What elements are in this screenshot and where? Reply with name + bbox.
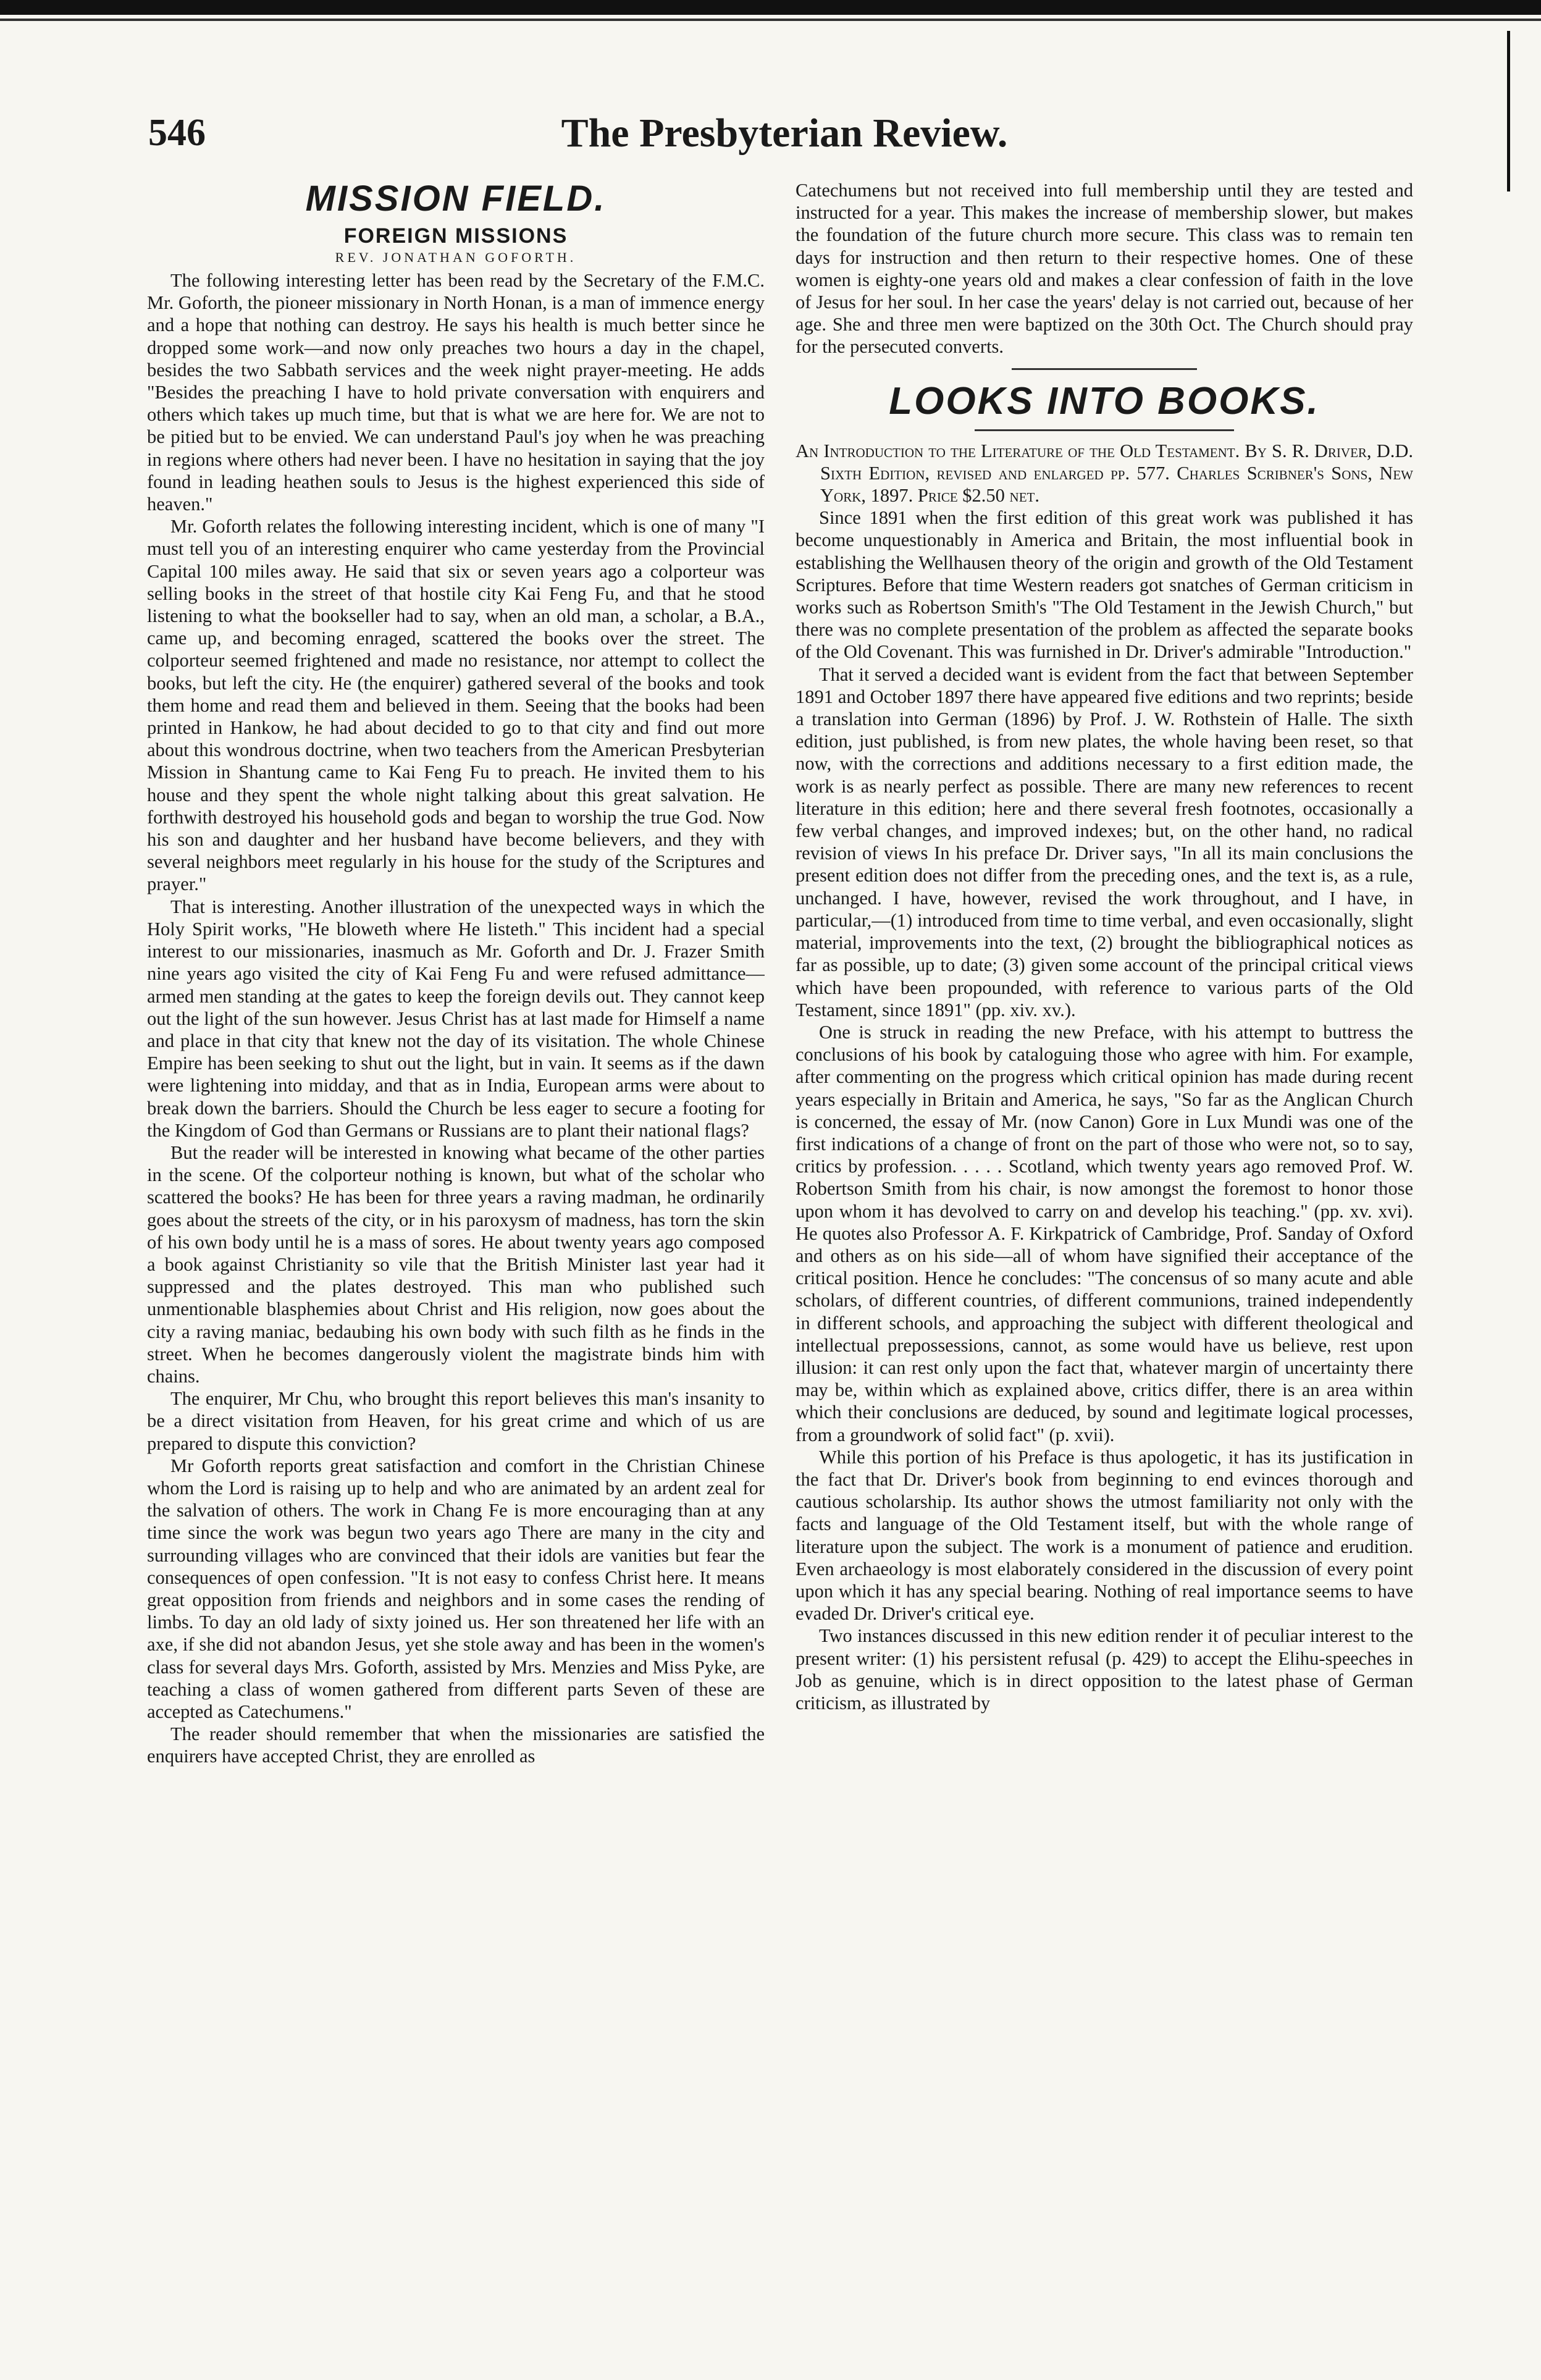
section-title-looks-into-books: LOOKS INTO BOOKS. bbox=[889, 379, 1320, 423]
section-divider bbox=[1012, 368, 1197, 370]
paragraph: Mr Goforth reports great satisfaction and comfort in the Christian Chinese whom the Lord is raising up to help and who are animated by an ardent zeal for the salvation of others. The work in Chang Fe is more encouraging than at any time since the work was begun two years ago There are many in the city and surrounding villages who are convinced that their idols are vanities but fear the consequences of open confession. "It is not easy to confess Christ here. It means great opposition from friends and neighbors and in some cases the rending of limbs. To day an old lady of sixty joined us. Her son threatened her life with an axe, if she did not abandon Jesus, yet she stole away and has been in the women's class for several days Mrs. Goforth, assisted by Mrs. Menzies and Miss Pyke, are teaching a class of women gathered from different parts Seven of these are accepted as Catechumens." bbox=[147, 1455, 765, 1722]
paragraph: The reader should remember that when the missionaries are satisfied the enquirers have accepted Christ, they are enrolled as bbox=[147, 1723, 765, 1767]
paragraph: That is interesting. Another illustration of the unexpected ways in which the Holy Spirit works, "He bloweth where He listeth." This incident had a special interest to our missionaries, inasmuch as Mr. Goforth and Dr. J. Frazer Smith nine years ago visited the city of Kai Feng Fu and were refused admittance—armed men standing at the gates to keep the foreign devils out. They cannot keep out the light of the sun however. Jesus Christ has at last made for Himself a name and place in that city that knew not the day of its visitation. The whole Chinese Empire has been seeking to shut out the light, but in vain. It seems as if the dawn were lightening into midday, and that as in India, European arms were about to break down the barriers. Should the Church be less eager to secure a footing for the Kingdom of God than Germans or Russians are to plant their national flags? bbox=[147, 896, 765, 1141]
paragraph: That it served a decided want is evident from the fact that between September 1891 and October 1897 there have appeared five editions and two reprints; beside a translation into German (1896) by Prof. J. W. Rothstein of Halle. The sixth edition, just published, is from new plates, the whole having been reset, so that now, with the corrections and additions necessary to a first edition made, the work is as nearly perfect as possible. There are many new references to recent literature in this edition; here and there several fresh footnotes, occasionally a few verbal changes, and improved indexes; but, on the other hand, no radical revision of views In his preface Dr. Driver says, "In all its main conclusions the present edition does not differ from the preceding ones, and the text is, as a rule, unchanged. I have, however, revised the work throughout, and I have, in particular,—(1) introduced from time to time verbal, and even occasionally, slight material, improvements into the text, (2) brought the bibliographical notices as far as possible, up to date; (3) given some account of the principal critical views which have been propounded, with reference to various parts of the Old Testament, since 1891" (pp. xiv. xv.). bbox=[796, 663, 1413, 1020]
right-column bbox=[796, 179, 1413, 2304]
journal-title: The Presbyterian Review. bbox=[561, 111, 1008, 156]
paragraph: Two instances discussed in this new edition render it of peculiar interest to the present writer: (1) his persistent refusal (p. 429) to accept the Elihu-speeches in Job as genuine, which is in direct opposition to the latest phase of German criticism, as illustrated by bbox=[796, 1625, 1413, 1714]
paragraph: The enquirer, Mr Chu, who brought this report believes this man's insanity to be a direct visitation from Heaven, for his great crime and which of us are prepared to dispute this conviction? bbox=[147, 1388, 765, 1454]
byline: REV. JONATHAN GOFORTH. bbox=[335, 250, 577, 265]
paragraph: One is struck in reading the new Preface, with his attempt to buttress the conclusions of his book by cataloguing those who agree with him. For example, after commenting on the progress which critical opinion has made during recent years especially in Britain and America, he says, "So far as the Anglican Church is concerned, the essay of Mr. (now Canon) Gore in Lux Mundi was one of the first indications of a change of front on the part of those who were not, so to say, critics by profession. . . . . Scotland, which twenty years ago removed Prof. W. Robertson Smith from his chair, is now amongst the foremost to honor those upon whom it has devolved to carry on and develop his teaching." (pp. xv. xvi). He quotes also Professor A. F. Kirkpatrick of Cambridge, Prof. Sanday of Oxford and others as on his side—all of whom have signified their acceptance of the critical position. Hence he concludes: "The concensus of so many acute and able scholars, of different countries, of different communions, trained independently in different schools, and approaching the subject with different theological and intellectual prepossessions, cannot, as some would have us believe, rest upon illusion: it can rest only upon the fact that, whatever margin of uncertainty there may be, within which as explained above, critics differ, there is an area within which their conclusions are deduced, by sound and legitimate logical processes, from a groundwork of solid fact" (p. xvii). bbox=[796, 1021, 1413, 1445]
top-rule bbox=[0, 0, 1541, 15]
top-rule-thin bbox=[0, 19, 1541, 21]
section-title-mission-field: MISSION FIELD. bbox=[305, 179, 607, 219]
book-heading: An Introduction to the Literature of the Old Testament. By S. R. Driver, D.D. Sixth Edition, revised and enlarged pp. 577. Charles Scribner's Sons, New York, 1897. Price $2.50 net. bbox=[796, 440, 1413, 507]
paragraph: Since 1891 when the first edition of this great work was published it has become unquestionably in America and Britain, the most influential book in establishing the Wellhausen theory of the origin and growth of the Old Testament Scriptures. Before that time Western readers got snatches of German criticism in works such as Robertson Smith's "The Old Testament in the Jewish Church," but there was no complete presentation of the problem as affected the separate books of the Old Covenant. This was furnished in Dr. Driver's admirable "Introduction." bbox=[796, 507, 1413, 663]
subsection-title-foreign-missions: FOREIGN MISSIONS bbox=[343, 224, 568, 248]
paragraph: But the reader will be interested in knowing what became of the other parties in the scene. Of the colporteur nothing is known, but what of the scholar who scattered the books? He has been for three years a raving madman, he ordinarily goes about the streets of the city, or in his paroxysm of madness, has torn the skin of his own body until he is a mass of sores. He about twenty years ago composed a book against Christianity so vile that the British Minister last year had it suppressed and the plates destroyed. This man who published such unmentionable blasphemies about Christ and His religion, now goes about the city a raving maniac, bedaubing his own body with such filth as he finds in the street. When he becomes dangerously violent the magistrate binds him with chains. bbox=[147, 1142, 765, 1387]
margin-bar bbox=[1507, 31, 1510, 191]
left-column bbox=[147, 179, 765, 2304]
paragraph: Mr. Goforth relates the following interesting incident, which is one of many "I must tell you of an interesting enquirer who came yesterday from the Provincial Capital 100 miles away. He said that six or seven years ago a colporteur was selling books in the street of that hostile city Kai Feng Fu, and that he stood listening to what the bookseller had to say, when an old man, a scholar, a B.A., came up, and becoming enraged, scattered the books over the street. The colporteur seemed frightened and made no resistance, nor attempt to collect the books, but left the city. He (the enquirer) gathered several of the books and took them home and read them and believed in them. Seeing that the books had been printed in Hankow, he had about decided to go to that city and find out more about this wondrous doctrine, when two teachers from the American Presbyterian Mission in Shantung came to Kai Feng Fu to preach. He invited them to his house and they spent the whole night talking about this great salvation. He forthwith destroyed his household gods and began to worship the true God. Now his son and daughter and her husband have become believers, and they with several neighbors meet regularly in his house for the study of the Scriptures and prayer." bbox=[147, 516, 765, 895]
section-divider bbox=[975, 429, 1234, 431]
paragraph: The following interesting letter has been read by the Secretary of the F.M.C. Mr. Goforth, the pioneer missionary in North Honan, is a man of immence energy and a hope that nothing can destroy. He says his health is much better since he dropped some work—and now only preaches two hours a day in the chapel, besides the two Sabbath services and the week night prayer-meeting. He adds "Besides the preaching I have to hold private conversation with enquirers and others which takes up much time, but that is what we are here for. We are not to be pitied but to be envied. We can understand Paul's joy when he was preaching in regions where others had never been. I have no hesitation in saying that the joy found in leading heathen souls to Jesus is the highest experienced this side of heaven." bbox=[147, 270, 765, 515]
page-number: 546 bbox=[148, 112, 206, 154]
paragraph: While this portion of his Preface is thus apologetic, it has its justification in the fact that Dr. Driver's book from beginning to end evinces thorough and cautious scholarship. Its author shows the utmost familiarity not only with the facts and language of the Old Testament itself, but with the whole range of literature upon the subject. The work is a monument of patience and erudition. Even archaeology is most elaborately considered in the discussion of every point upon which it has any special bearing. Nothing of real importance seems to have evaded Dr. Driver's critical eye. bbox=[796, 1446, 1413, 1625]
paragraph: Catechumens but not received into full membership until they are tested and instructed for a year. This makes the increase of membership slower, but makes the foundation of the future church more secure. This class was to remain ten days for instruction and then return to their respective homes. One of these women is eighty-one years old and makes a clear confession of faith in the love of Jesus for her soul. In her case the years' delay is not carried out, because of her age. She and three men were baptized on the 30th Oct. The Church should pray for the persecuted converts. bbox=[796, 180, 1413, 358]
